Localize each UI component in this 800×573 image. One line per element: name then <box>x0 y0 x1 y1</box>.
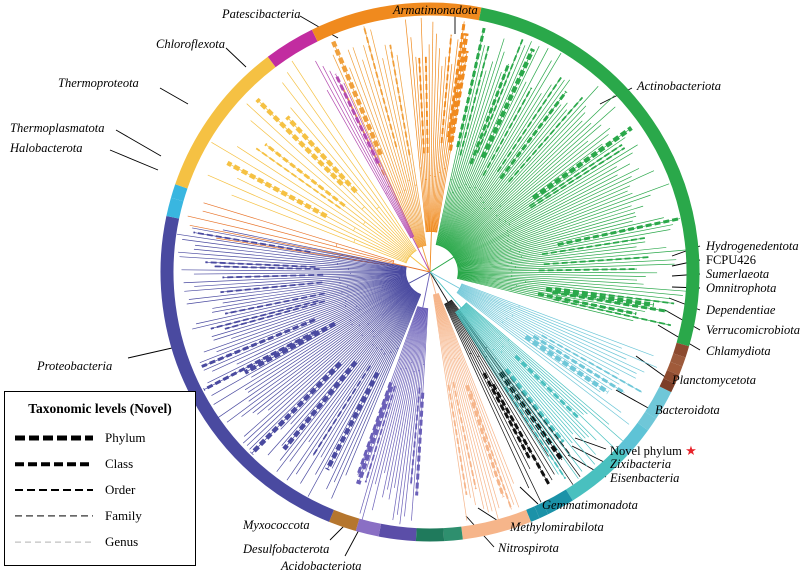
ring-segment-sumerlaeota <box>673 364 676 373</box>
tree-tip-branch <box>466 303 609 424</box>
tree-tip-branch <box>282 290 414 445</box>
legend-line-sample <box>15 483 93 497</box>
taxon-label-hydrogenedentota: Hydrogenedentota <box>706 239 799 253</box>
ring-segment-hydrogenedentota <box>679 344 682 355</box>
clade-subarc <box>362 207 365 210</box>
leader-line <box>575 438 606 449</box>
taxon-label-sumerlaeota: Sumerlaeota <box>706 267 770 281</box>
leader-line <box>110 150 158 170</box>
clade-subarc <box>353 228 355 231</box>
leader-line <box>616 390 650 409</box>
taxon-label-chloroflexota: Chloroflexota <box>156 37 225 51</box>
ring-segment-methylomirabilota <box>444 533 462 535</box>
tree-tip-branch <box>309 292 416 442</box>
taxon-label-verrucomicrobiota: Verrucomicrobiota <box>706 323 800 337</box>
ring-segment-thermoproteota <box>181 62 271 186</box>
clade-trunk <box>430 231 431 272</box>
legend-item <box>5 529 195 555</box>
leader-line <box>160 88 188 104</box>
clade-subarc <box>363 222 365 225</box>
clade-trunk <box>430 257 454 272</box>
legend-panel <box>4 391 196 566</box>
tree-tip-branch <box>462 308 573 434</box>
leader-line <box>636 356 668 379</box>
ring-segment-dependentiae <box>665 381 669 389</box>
novel-lineage-branch <box>335 74 378 163</box>
legend-item <box>5 477 195 503</box>
leader-line <box>345 528 360 556</box>
taxon-label-zixibacteria: Zixibacteria <box>610 457 672 471</box>
legend-rows <box>5 425 195 555</box>
ring-segment-patescibacteria <box>315 11 398 36</box>
taxon-label-omnitrophota: Omnitrophota <box>706 281 777 295</box>
novel-lineage-branch <box>539 269 637 270</box>
tree-tip-branch <box>458 310 554 440</box>
ring-segment-fcpu426 <box>676 355 679 364</box>
taxon-label-planctomycetota: Planctomycetota <box>672 373 756 387</box>
ring-segment-chloroflexota <box>272 36 315 62</box>
novel-lineage-branch <box>426 57 428 153</box>
taxon-label-proteobacteria: Proteobacteria <box>37 359 113 373</box>
legend-line-sample <box>15 535 93 549</box>
legend-item <box>5 503 195 529</box>
legend-line-sample <box>15 509 93 523</box>
taxon-label-dependentiae: Dependentiae <box>706 303 776 317</box>
taxon-label-eisenbacteria: Eisenbacteria <box>610 471 680 485</box>
legend-item-label: Class <box>105 456 134 471</box>
tree-tip-branch <box>411 309 427 521</box>
tree-tip-branch <box>330 71 413 237</box>
tree-tip-branch <box>268 290 414 455</box>
leader-line <box>116 130 161 156</box>
taxon-label-bacteroidota: Bacteroidota <box>655 403 720 417</box>
tree-tip-branch <box>448 303 552 481</box>
taxon-label-halobacterota: Halobacterota <box>10 141 83 155</box>
legend-line-sample <box>15 457 93 471</box>
legend-item <box>5 451 195 477</box>
ring-segment-myxococcota <box>331 516 357 525</box>
tree-tip-branch <box>458 272 657 273</box>
leader-line <box>330 525 345 540</box>
taxon-label-chlamydiota: Chlamydiota <box>706 344 771 358</box>
legend-item-label: Genus <box>105 534 139 549</box>
leader-line <box>128 348 172 358</box>
tree-tip-branch <box>459 289 619 384</box>
clade-trunk <box>409 272 430 283</box>
ring-segment-chlamydiota <box>643 415 651 426</box>
legend-title: Taxonomic levels (Novel) <box>28 401 172 416</box>
taxon-label-desulfobacterota: Desulfobacterota <box>243 542 330 556</box>
tree-tip-branch <box>454 153 632 258</box>
tree-tip-branch <box>450 121 582 252</box>
taxon-label-nitrospirota: Nitrospirota <box>498 541 559 555</box>
tree-tip-branch <box>441 41 531 246</box>
tree-tip-branch <box>461 308 595 464</box>
legend-item <box>5 425 195 451</box>
taxon-label-actinobacteriota: Actinobacteriota <box>637 79 722 93</box>
clade-trunk <box>423 272 430 308</box>
clade-subarc <box>354 239 355 242</box>
taxon-label-myxococcota: Myxococcota <box>243 518 310 532</box>
clade-subarc <box>336 244 337 247</box>
ring-segment-eisenbacteria <box>529 512 537 516</box>
clade-subarc <box>377 207 380 209</box>
novel-lineage-branch <box>477 39 522 153</box>
taxon-label-thermoplasmatota: Thermoplasmatota <box>10 121 105 135</box>
taxon-label-novel_phylum: Novel phylum ★ <box>610 443 697 458</box>
taxon-label-thermoproteota: Thermoproteota <box>58 76 139 90</box>
ring-segment-thermoplasmatota <box>177 186 181 199</box>
taxon-label-acidobacteriota: Acidobacteriota <box>281 559 362 573</box>
ring-segment-acidobacteriota <box>380 530 416 534</box>
legend-item-label: Family <box>105 508 142 523</box>
tree-tip-branch <box>458 247 637 269</box>
legend-item-label: Order <box>105 482 136 497</box>
tree-tip-branch <box>247 104 411 255</box>
ring-segment-halobacterota <box>173 200 177 218</box>
taxon-label-armatimonadota: Armatimonadota <box>393 3 478 17</box>
legend-line-sample <box>15 431 93 445</box>
tree-tip-branch <box>429 44 430 231</box>
taxon-label-patescibacteria: Patescibacteria <box>222 7 301 21</box>
legend-item-label: Phylum <box>105 430 146 445</box>
taxon-label-gemmatimonadota: Gemmatimonadota <box>542 498 638 512</box>
taxon-label-methylomirabilota: Methylomirabilota <box>510 520 604 534</box>
leader-line <box>226 48 246 67</box>
tree-tip-branch <box>350 68 421 247</box>
novel-phylum-star-icon: ★ <box>681 443 697 458</box>
taxon-label-fcpu426: FCPU426 <box>706 253 757 267</box>
ring-segment-desulfobacterota <box>358 525 380 530</box>
